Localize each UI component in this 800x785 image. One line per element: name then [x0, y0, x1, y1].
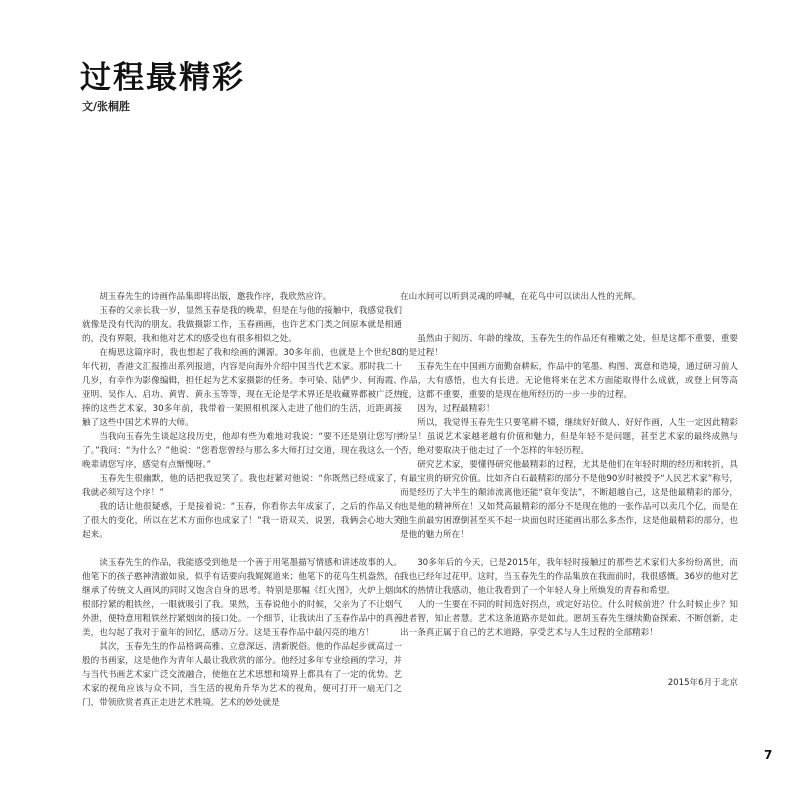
section-break [400, 542, 738, 556]
paragraph: 读玉春先生的作品，我能感受到他是一个善于用笔墨描写情感和讲述故事的人。他笔下的孩子憨神清澈如泉，似乎有话要向我娓娓道来；他笔下的花鸟生机盎然，在继承了传统文人画风的同时又饱含自身的思考。特别是那幅《红火图》，火炉上烟囱根部拧紧的粗铁丝，一眼就吸引了我。果然，玉春说他小的时候，父亲为了不让烟气外泄，便特意用粗铁丝拧紧烟囱的接口处。一个细节，让我读出了玉春作品中的真善美，也勾起了我对于童年的回忆，感动万分。这是玉春作品中最闪亮的地方！ [82, 558, 402, 638]
paragraph: 所以，我觉得玉春先生只要笔耕不辍，继续好好做人、好好作画，人生一定因此精彩纷呈！虽说艺术家越老越有价值和魅力，但是年轻不是问题，甚至艺术家的最终成熟与否，绝对要取决于他走过了一个怎样的年轻历程。 [400, 418, 738, 456]
date-signoff: 2015年6月于北京 [667, 678, 738, 688]
article-title: 过程最精彩 [80, 60, 245, 96]
paragraph: 30多年后的今天，已是2015年，我年轻时接触过的那些艺术家们大多纷纷离世，而我也已经年过花甲。这时，当玉春先生的作品集放在我面前时，我很感慨。36岁的他对艺术的热情让我感动，他让我看到了一个年轻人身上所焕发的青春和希望。 [400, 558, 738, 596]
paragraph: 其次，玉春先生的作品格调高雅、立意深远、清新脱俗。他的作品起步就高过一般的书画家，这是他作为青年人最让我欣赏的部分。他经过多年专业绘画的学习，并与当代书画艺术家广泛交流融合，使他在艺术思想和境界上都具有了一定的优势。艺术家的视角应该与众不同，当生活的视角升华为艺术的视角，便可打开一扇无门之门，带领欣赏者真正走进艺术胜境。艺术的妙处就是 [82, 642, 402, 708]
paragraph-continued: 在山水间可以听到灵魂的呼喊，在花鸟中可以读出人性的光辉。 [400, 292, 641, 302]
paragraph: 研究艺术家，要懂得研究他最精彩的过程，尤其是他们在年轻时期的经历和转折，具有最宝贵的研究价值。比如齐白石最精彩的部分不是他90岁时被授予“人民艺术家”称号，而是经历了大半生的颠沛流离他还能“衰年变法”，不断超越自己，这是他最精彩的部分，也是他的精神所在！又如梵高最精彩的部分不是现在他的一张作品可以卖几个亿，而是在他生前最穷困潦倒甚至买不起一块面包时还能画出那么多杰作，这是他最精彩的部分，也是他的魅力所在！ [400, 460, 738, 540]
left-column [82, 290, 402, 710]
section-break [400, 304, 738, 332]
author-byline: 文/张桐胜 [82, 100, 131, 113]
section-break [82, 542, 402, 556]
paragraph: 虽然由于阅历、年龄的缘故，玉春先生的作品还有稚嫩之处，但是这都不重要，重要的是过程！ [400, 334, 738, 358]
page-number: 7 [764, 748, 773, 762]
paragraph: 当我向玉春先生谈起这段历史，他却有些为难地对我说：“要不还是别让您写序了。”我问：“为什么？”他说：“您看您曾经与那么多大师打过交道，现在我这么一个晚辈请您写序，感觉有点惭愧呀。” [82, 432, 402, 470]
paragraph: 人的一生要在不同的时间选好拐点，或定好站位。什么时候前进？什么时候止步？知进者智，知止者慧。艺术这条道路亦是如此。愿胡玉春先生继续勤奋探索、不断创新，走出一条真正属于自己的艺术道路，享受艺术与人生过程的全部精彩！ [400, 600, 738, 638]
paragraph: 我的话让他很疑惑，于是接着说：“玉春，你看你去年成家了，之后的作品又有了很大的变化，所以在艺术方面你也成家了！”我一语双关，说罢，我俩会心地大笑起来。 [82, 502, 402, 540]
paragraph: 胡玉春先生的诗画作品集即将出版，邀我作序，我欣然应许。 [99, 292, 332, 302]
paragraph: 玉春的父亲长我一岁，显然玉春是我的晚辈，但是在与他的接触中，我感觉我们就像是没有代沟的朋友。我做摄影工作，玉春画画，也许艺术门类之间原本就是相通的，没有界限，我和他对艺术的感受也有很多相似之处。 [82, 306, 402, 344]
paragraph: 玉春先生很幽默，他的话把我逗笑了。我也赶紧对他说：“你既然已经成家了，我就必须写这个序！” [82, 474, 402, 498]
paragraph: 玉春先生在中国画方面勤奋耕耘，作品中的笔墨、构图、寓意和造境，通过研习前人作品，大有感悟，也大有长进。无论他将来在艺术方面能取得什么成就，或登上何等高度，这都不重要，重要的是现在他所经历的一步一步的过程。 [400, 362, 738, 400]
paragraph: 在梅思这篇序时，我也想起了我和绘画的渊源。30多年前，也就是上个世纪80年代初，香港文汇报推出系列报道，内容是向海外介绍中国当代艺术家。那时我二十几岁，有幸作为影像编辑，担任起为艺术家摄影的任务。李可染、陆俨少、何海霞、亚明、吴作人、启功、黄胄、黄永玉等等，现在无论是学术界还是收藏界都被广泛热捧的这些艺术家，30多年前，我带着一架照相机深入走进了他们的生活，近距离接触了这些中国艺术界的大师。 [82, 348, 402, 428]
right-column [400, 290, 738, 640]
paragraph: 因为，过程最精彩！ [417, 404, 495, 414]
